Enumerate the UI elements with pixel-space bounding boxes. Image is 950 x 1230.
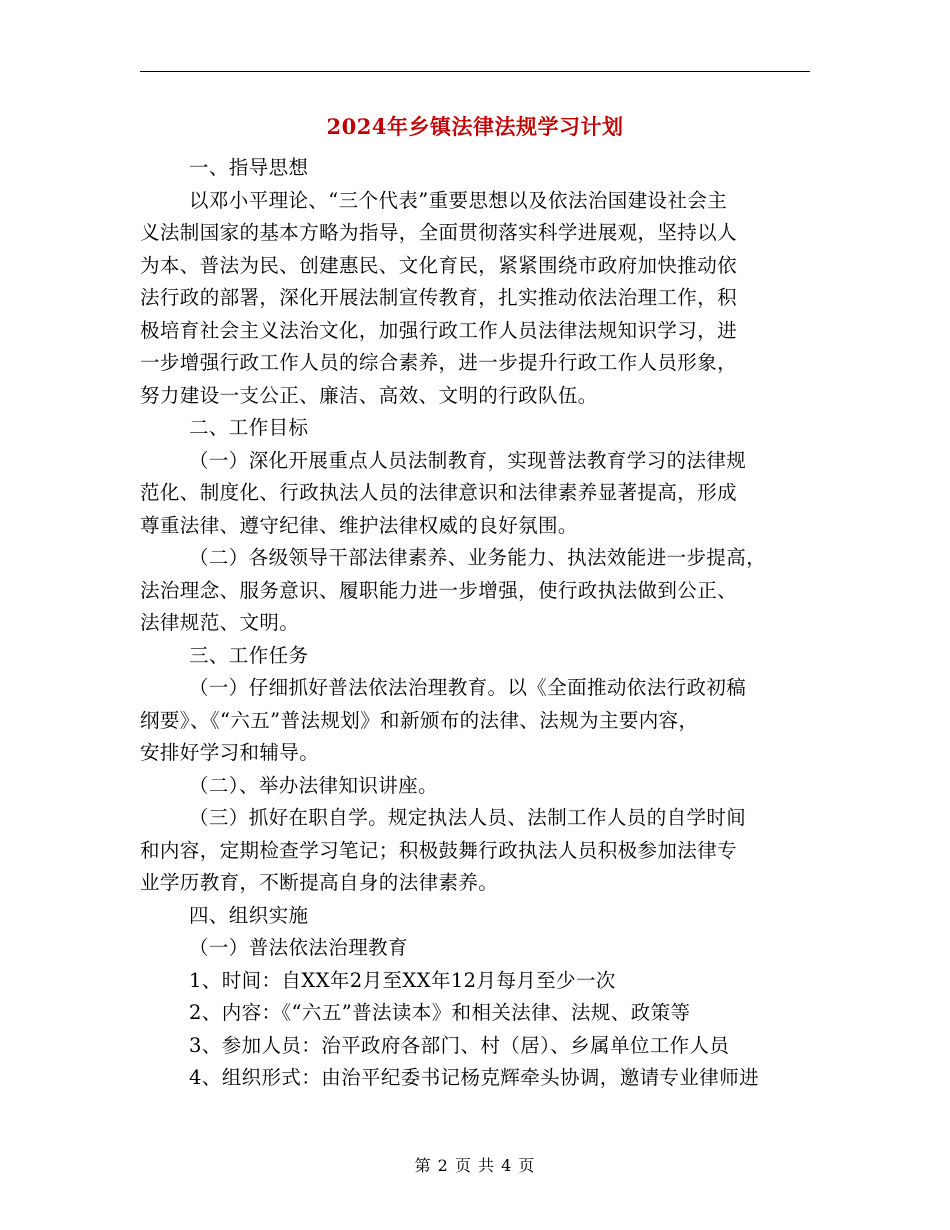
paragraph-line: 义法制国家的基本方略为指导，全面贯彻落实科学进展观，坚持以人 <box>140 221 738 244</box>
paragraph-line: 法行政的部署，深化开展法制宣传教育，扎实推动依法治理工作，积 <box>140 286 738 309</box>
list-item: 1、时间：自XX年2月至XX年12月每月至少一次 <box>189 968 616 992</box>
paragraph-line: 努力建设一支公正、廉洁、高效、文明的行政队伍。 <box>140 383 598 407</box>
section-heading: 四、组织实施 <box>189 903 309 927</box>
page-number: 第 2 页 共 4 页 <box>414 1156 536 1175</box>
list-item: 3、参加人员：治平政府各部门、村（居）、乡属单位工作人员 <box>189 1033 730 1057</box>
paragraph-line: 纲要》、《“六五”普法规划》和新颁布的法律、法规为主要内容， <box>140 708 699 732</box>
document-title: 2024年乡镇法律法规学习计划 <box>326 114 624 139</box>
list-item: 2、内容：《“六五”普法读本》和相关法律、法规、政策等 <box>189 1001 691 1024</box>
section-heading: 一、指导思想 <box>189 156 309 179</box>
paragraph-line: 一步增强行政工作人员的综合素养，进一步提升行政工作人员形象， <box>140 351 738 374</box>
paragraph-line: 为本、普法为民、创建惠民、文化育民，紧紧围绕市政府加快推动依 <box>140 253 738 277</box>
paragraph-line: 尊重法律、遵守纪律、维护法律权威的良好氛围。 <box>140 513 578 537</box>
paragraph-line: 业学历教育，不断提高自身的法律素养。 <box>140 871 499 894</box>
paragraph-line: （一）深化开展重点人员法制教育，实现普法教育学习的法律规 <box>189 448 747 472</box>
paragraph-line: 以邓小平理论、“三个代表”重要思想以及依法治国建设社会主 <box>189 188 728 212</box>
paragraph-line: 法治理念、服务意识、履职能力进一步增强，使行政执法做到公正、 <box>140 578 738 602</box>
paragraph-line: 和内容，定期检查学习笔记；积极鼓舞行政执法人员积极参加法律专 <box>140 838 738 862</box>
subsection-heading: （一）普法依法治理教育 <box>189 936 408 959</box>
section-heading: 三、工作任务 <box>189 643 309 667</box>
list-item: 4、组织形式：由治平纪委书记杨克辉牵头协调，邀请专业律师进 <box>189 1066 760 1089</box>
document-body <box>140 152 800 1095</box>
header-rule <box>140 71 810 72</box>
paragraph-line: （二）各级领导干部法律素养、业务能力、执法效能进一步提高， <box>189 546 767 569</box>
paragraph-line: 安排好学习和辅导。 <box>140 741 320 764</box>
paragraph-line: 法律规范、文明。 <box>140 611 300 634</box>
paragraph-line: 范化、制度化、行政执法人员的法律意识和法律素养显著提高，形成 <box>140 481 738 504</box>
paragraph-line: （二）、举办法律知识讲座。 <box>189 773 438 797</box>
section-heading: 二、工作目标 <box>189 416 309 439</box>
paragraph-line: （三）抓好在职自学。规定执法人员、法制工作人员的自学时间 <box>189 806 747 829</box>
paragraph-line: 极培育社会主义法治文化，加强行政工作人员法律法规知识学习，进 <box>140 318 738 342</box>
paragraph-line: （一）仔细抓好普法依法治理教育。以《全面推动依法行政初稿 <box>189 676 747 699</box>
